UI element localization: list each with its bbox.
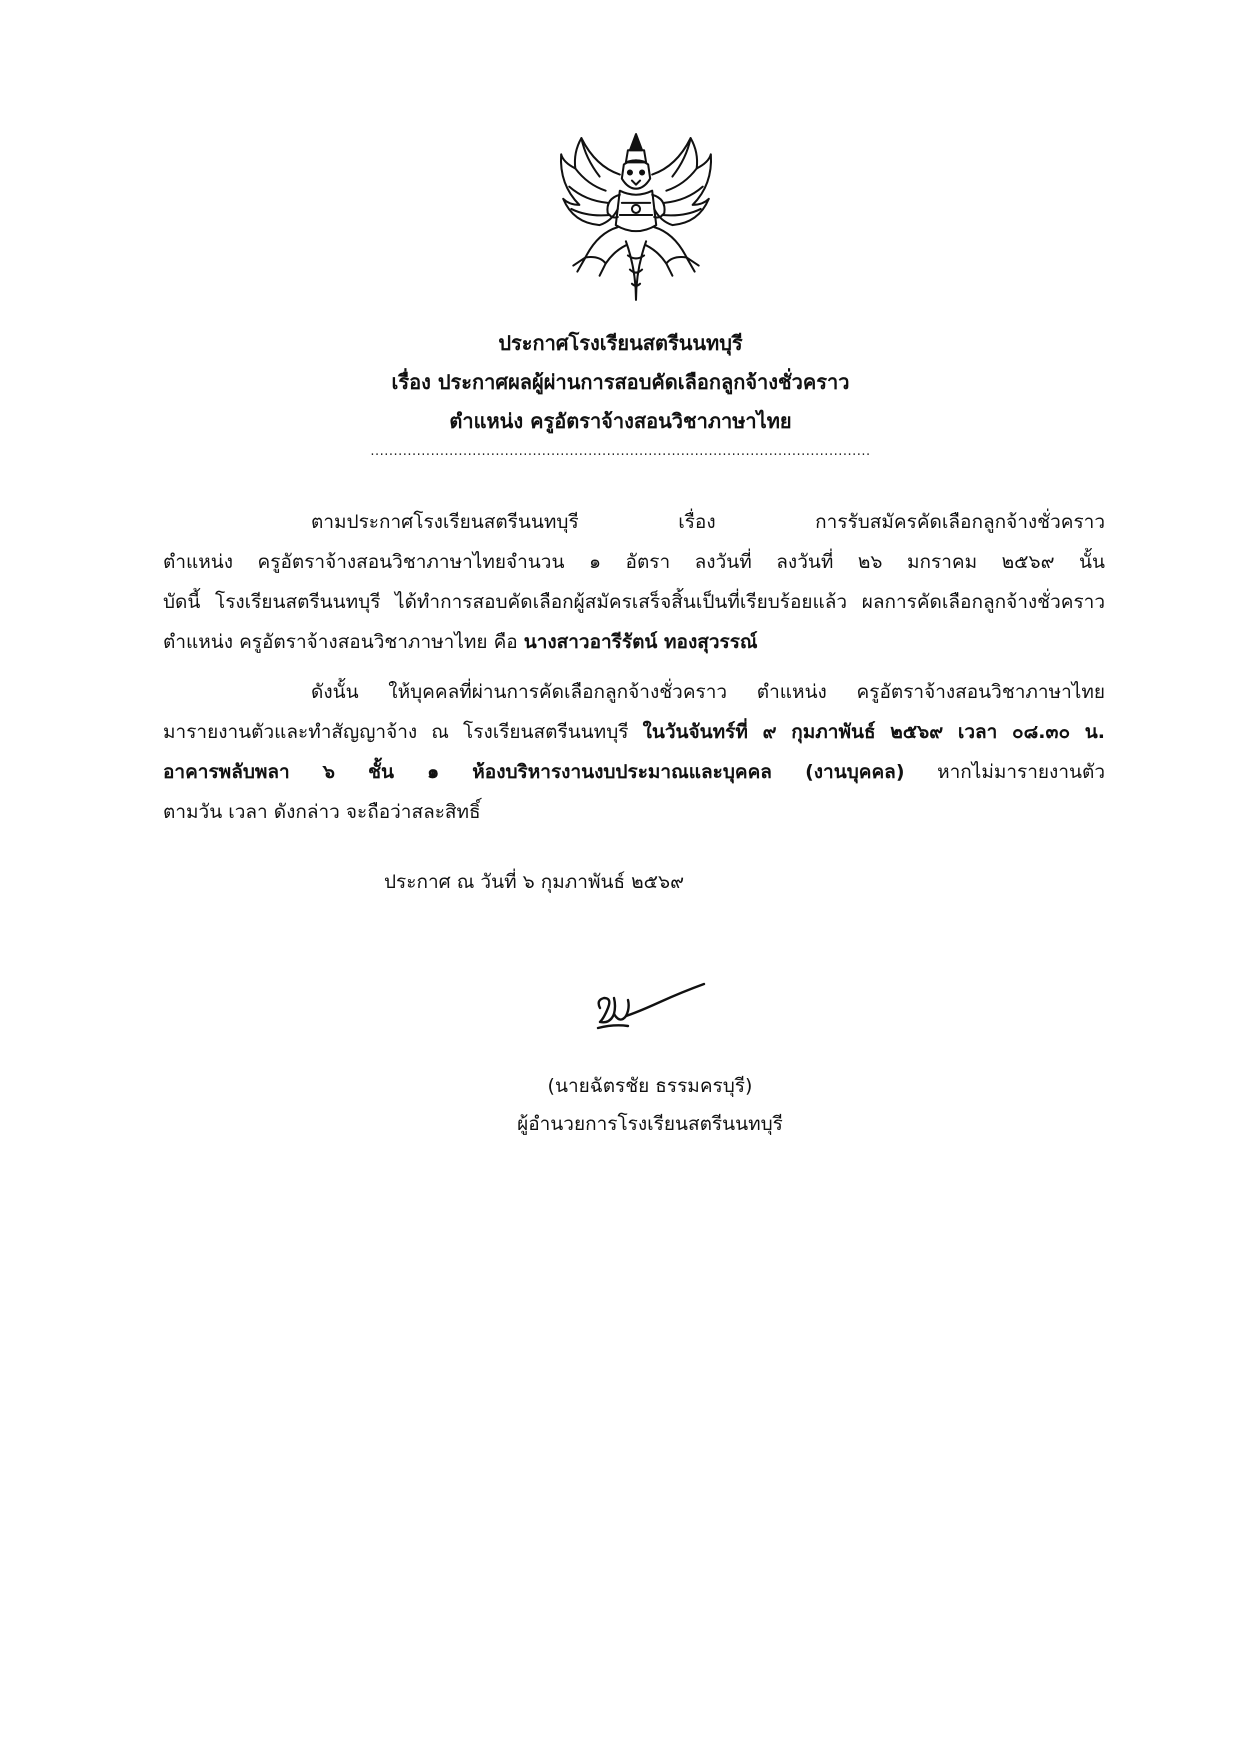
document-subject: เรื่อง ประกาศผลผู้ผ่านการสอบคัดเลือกลูกจ้างชั่วคราว [391,370,850,394]
document-title: ประกาศโรงเรียนสตรีนนทบุรี [498,331,743,355]
paragraph-instructions [163,672,1105,832]
paragraph-line: ดังนั้น ให้บุคคลที่ผ่านการคัดเลือกลูกจ้างชั่วคราว ตำแหน่ง ครูอัตราจ้างสอนวิชาภาษาไทย [311,681,1105,703]
paragraph-text: ตำแหน่ง ครูอัตราจ้างสอนวิชาภาษาไทย คือ [163,631,524,653]
selected-candidate-name: นางสาวอารีรัตน์ ทองสุวรรณ์ [523,631,758,653]
document-position: ตำแหน่ง ครูอัตราจ้างสอนวิชาภาษาไทย [449,409,792,433]
paragraph-line: บัดนี้ โรงเรียนสตรีนนทบุรี ได้ทำการสอบคัดเลือกผู้สมัครเสร็จสิ้นเป็นที่เรียบร้อยแล้ว ผลการคัดเลือกลูกจ้างชั่วคราว [163,591,1105,613]
paragraph-line: ตามประกาศโรงเรียนสตรีนนทบุรี เรื่อง การรับสมัครคัดเลือกลูกจ้างชั่วคราว [311,511,1105,533]
paragraph-line [163,622,1105,662]
paragraph-line: ตามวัน เวลา ดังกล่าว จะถือว่าสละสิทธิ์ [163,801,481,823]
separator-line: ............................................................................................................ [370,444,871,459]
garuda-emblem-icon [555,128,717,306]
signer-name: (นายฉัตรชัย ธรรมครบุรี) [547,1075,753,1097]
paragraph-announcement [163,502,1105,662]
paragraph-line [163,752,1105,792]
signer-position: ผู้อำนวยการโรงเรียนสตรีนนทบุรี [517,1113,783,1135]
paragraph-text: หากไม่มารายงานตัว [904,761,1105,783]
report-location: อาคารพลับพลา ๖ ชั้น ๑ ห้องบริหารงานงบประมาณและบุคคล (งานบุคคล) [163,761,905,783]
report-date-time: ในวันจันทร์ที่ ๙ กุมภาพันธ์ ๒๕๖๙ เวลา ๐๘.๓๐ น. [642,721,1105,743]
signature-icon [590,978,710,1040]
paragraph-line [163,712,1105,752]
paragraph-line: ตำแหน่ง ครูอัตราจ้างสอนวิชาภาษาไทยจำนวน ๑ อัตรา ลงวันที่ ลงวันที่ ๒๖ มกราคม ๒๕๖๙ นั้น [163,551,1105,573]
announcement-date: ประกาศ ณ วันที่ ๖ กุมภาพันธ์ ๒๕๖๙ [384,871,684,893]
paragraph-text: มารายงานตัวและทำสัญญาจ้าง ณ โรงเรียนสตรีนนทบุรี [163,721,643,743]
